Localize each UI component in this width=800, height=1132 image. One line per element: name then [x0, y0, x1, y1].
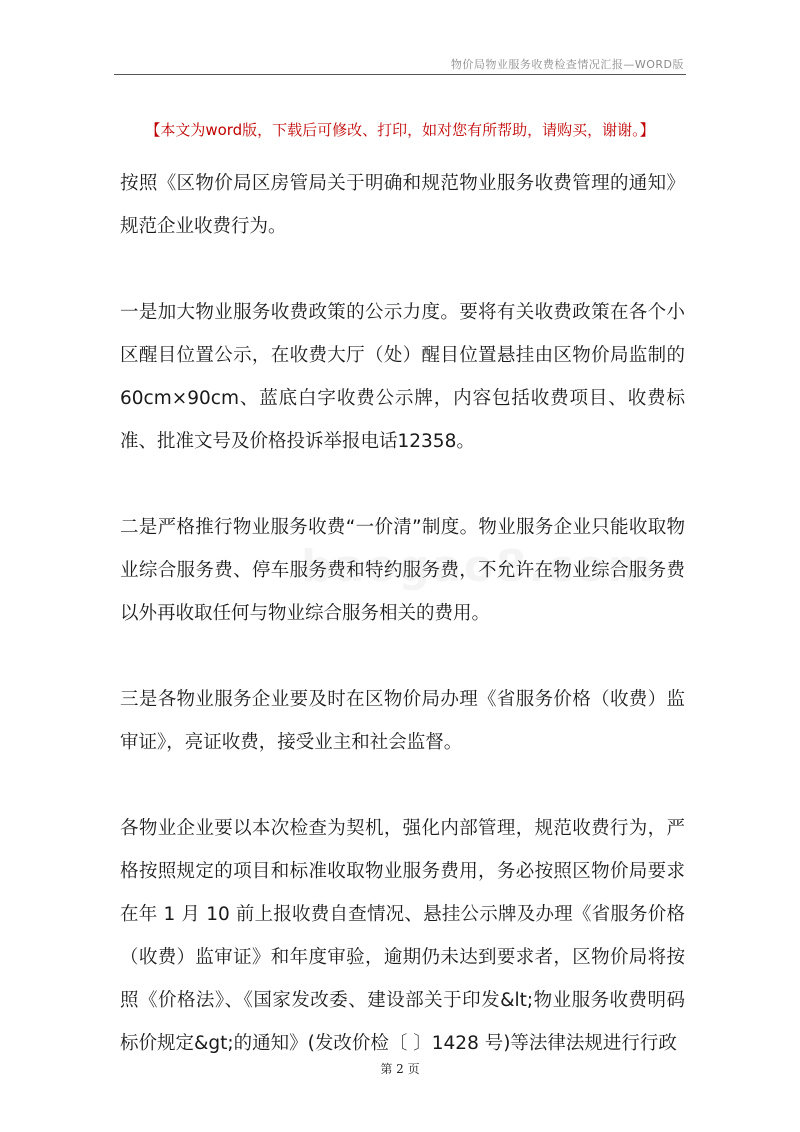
- paragraph-spacer: [120, 248, 685, 291]
- paragraph-intro: 按照《区物价局区房管局关于明确和规范物业服务收费管理的通知》规范企业收费行为。: [120, 173, 685, 237]
- page-header: [114, 52, 686, 75]
- paragraph-point-two: 二是严格推行物业服务收费“一价清”制度。物业服务企业只能收取物业综合服务费、停车服务费和特约服务费，不允许在物业综合服务费以外再收取任何与物业综合服务相关的费用。: [120, 517, 685, 624]
- header-title: 物价局物业服务收费检查情况汇报—WORD版: [450, 58, 684, 71]
- watermark-text: [301, 541, 655, 592]
- page-number: 第 2 页: [380, 1062, 420, 1076]
- paragraph-conclusion: 各物业企业要以本次检查为契机，强化内部管理，规范收费行为，严格按照规定的项目和标准收取物业服务费用，务必按照区物价局要求在年 1 月 10 前上报收费自查情况、悬挂公示牌及办理《省服务价格（收费）监审证》和年度审验，逾期仍未达到要求者，区物价局将按照《价格法》、《国家发改委、建设部关于印发&lt;物业服务收费明码标价规定&gt;的通知》(发改价检〔 〕1428 号)等法律法规进行行政: [120, 818, 685, 1054]
- paragraph-spacer: [120, 635, 685, 678]
- paragraph-point-one: 一是加大物业服务收费政策的公示力度。要将有关收费政策在各个小区醒目位置公示，在收费大厅（处）醒目位置悬挂由区物价局监制的60cm×90cm、蓝底白字收费公示牌，内容包括收费项目、收费标准、批准文号及价格投诉举报电话12358。: [120, 302, 685, 452]
- document-body: [120, 162, 685, 1065]
- purchase-notice: 【本文为word版，下载后可修改、打印，如对您有所帮助，请购买，谢谢。】: [145, 121, 655, 139]
- paragraph-point-three: 三是各物业服务企业要及时在区物价局办理《省服务价格（收费）监审证》，亮证收费，接受业主和社会监督。: [120, 689, 685, 753]
- paragraph-spacer: [120, 764, 685, 807]
- paragraph-spacer: [120, 463, 685, 506]
- watermark: [300, 540, 522, 592]
